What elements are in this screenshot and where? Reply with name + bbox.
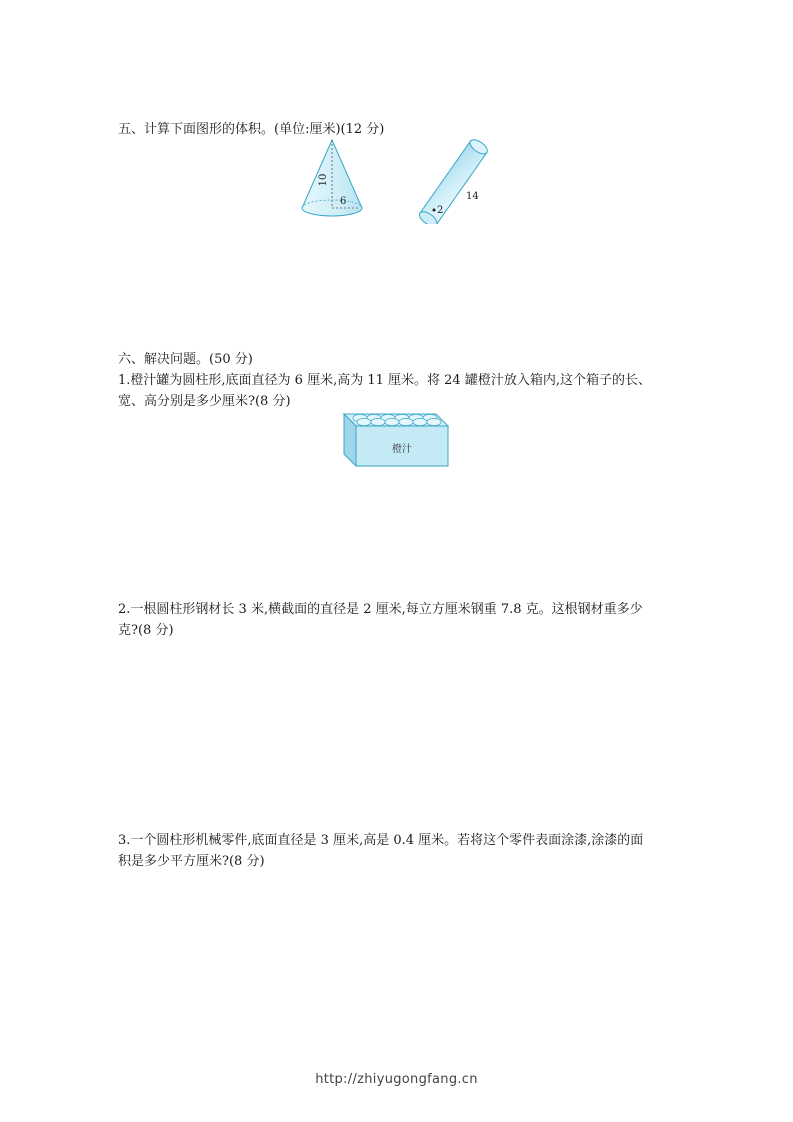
- q3-line2: 积是多少平方厘米?(8 分): [118, 854, 265, 869]
- section6-title: 六、解决问题。(50 分): [118, 352, 253, 367]
- q3-line1: 3.一个圆柱形机械零件,底面直径是 3 厘米,高是 0.4 厘米。若将这个零件表面涂漆,涂漆的面: [118, 833, 644, 848]
- cylinder-length-label: 14: [466, 191, 479, 202]
- cylinder-end-label: 2: [437, 205, 444, 216]
- cone-radius-label: 6: [340, 196, 347, 207]
- juice-box-label: 橙汁: [392, 444, 412, 455]
- q1-line2: 宽、高分别是多少厘米?(8 分): [118, 394, 291, 409]
- q2-line2: 克?(8 分): [118, 623, 174, 638]
- footer-url[interactable]: http://zhiyugongfang.cn: [315, 1072, 478, 1087]
- q2-line1: 2.一根圆柱形钢材长 3 米,横截面的直径是 2 厘米,每立方厘米钢重 7.8 克。这根钢材重多少: [118, 602, 643, 617]
- cone-figure: [296, 136, 368, 224]
- section5-title: 五、计算下面图形的体积。(单位:厘米)(12 分): [118, 122, 385, 137]
- juice-box-figure: [340, 412, 452, 470]
- q1-line1: 1.橙汁罐为圆柱形,底面直径为 6 厘米,高为 11 厘米。将 24 罐橙汁放入箱内,这个箱子的长、: [118, 373, 651, 388]
- cylinder-figure: [414, 132, 504, 224]
- cone-height-label: 10: [318, 173, 329, 187]
